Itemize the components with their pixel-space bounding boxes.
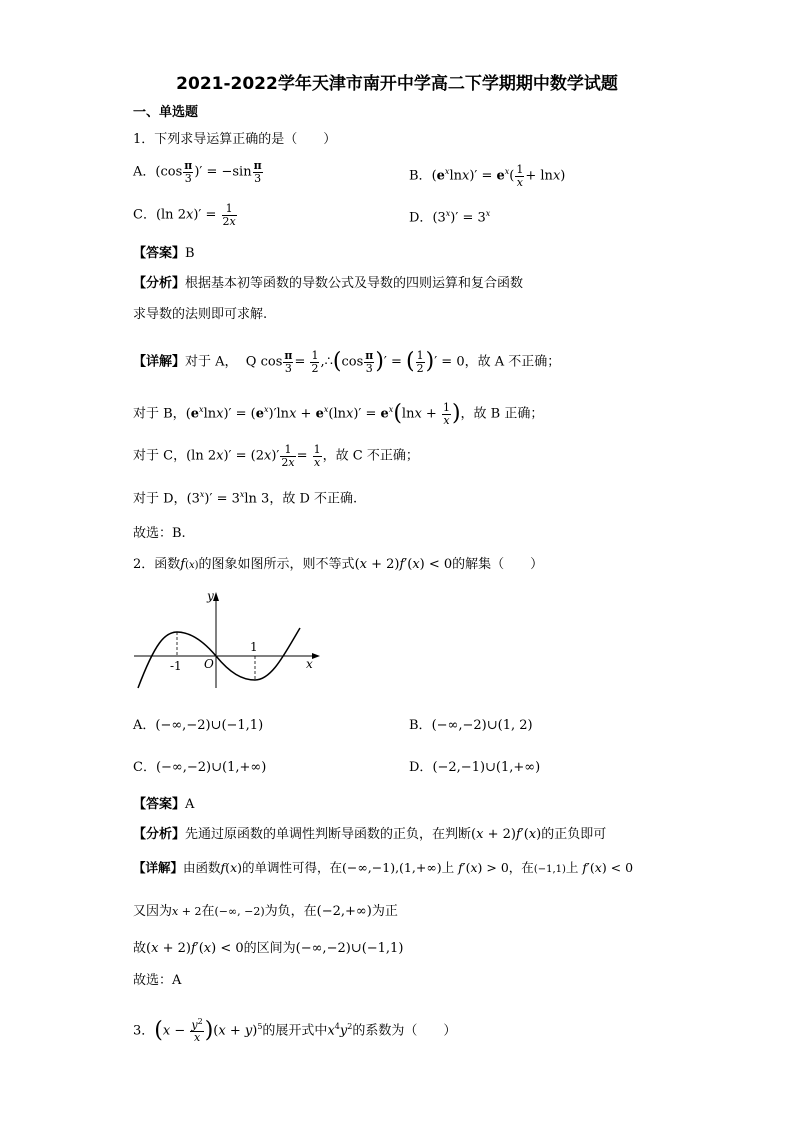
q3-stem: 3．(x − $\frac{y^2}{x}$ )$(x + y)^5$的展开式中$x^4y^2$的系数为（ ） (133, 1017, 457, 1045)
q2-choose: 故选：A (133, 973, 182, 988)
q1-answer (133, 247, 195, 260)
q1-detail-c: 对于 C，(ln 2x)′ = (2x)′ $\frac{1}{2x}$ = $\frac{1}{x}$ ，故 C 不正确； (133, 443, 419, 469)
function-curve (138, 628, 300, 688)
q2-stem: 2．函数f(x)的图象如图所示，则不等式(x + 2)f′(x) < 0的解集（ ） (133, 557, 544, 572)
q1-stem: 1．下列求导运算正确的是（ ） (133, 132, 337, 147)
q1-option-a: A．(cos $\frac{\pi}{3}$ )′ = −sin $\frac{\pi}{3}$ (133, 159, 262, 185)
q2-detail-line2: 又因为x + 2在(−∞, −2)为负，在(−2,+∞)为正 (133, 904, 398, 919)
q2-option-c: C．(−∞,−2)∪(1,+∞) (133, 760, 267, 775)
tick-label-1: 1 (250, 640, 258, 654)
x-label: x (306, 657, 313, 671)
q1-choose: 故选：B. (133, 526, 186, 541)
q2-analysis: 【分析】先通过原函数的单调性判断导函数的正负，在判断(x + 2)f′(x)的正负即可 (133, 827, 607, 842)
q2-answer: 【答案】A (133, 797, 195, 812)
q2-detail: 【详解】由函数f(x)的单调性可得，在(−∞,−1),(1,+∞)上 f′(x) > 0，在(−1,1)上 f′(x) < 0 (133, 860, 634, 875)
detail-tag: 【详解】 (133, 354, 186, 370)
q2-option-a: A．(−∞,−2)∪(−1,1) (133, 718, 264, 733)
answer-value: B (185, 246, 195, 261)
q1-detail-d: 对于 D，$(3^x)' = 3^x\ln$ 3，故 D 不正确. (133, 490, 358, 507)
function-graph (130, 588, 325, 693)
x-axis-arrow (312, 653, 320, 659)
q1-option-d: D．$(3^x)' = 3^x$ (409, 209, 491, 226)
y-label: y (207, 589, 214, 603)
q1-option-b: B．$(e^x\ln x)' = e^x$( $\frac{1}{x}$ + lnx) (409, 163, 566, 189)
tick-label-neg1: -1 (170, 659, 182, 673)
q1-analysis-line1: 【分析】根据基本初等函数的导数公式及导数的四则运算和复合函数 (133, 276, 524, 291)
q2-option-b: B．(−∞,−2)∪(1, 2) (409, 718, 533, 733)
q1-detail-b: 对于 B，$(e^x\ln x)' = (e^x)'\ln x + e^x(\ln x)' = e^x(\ln x$ + $\frac{1}{x}$ )，故 B 正确； (133, 401, 544, 427)
section-heading: 一、单选题 (133, 105, 199, 120)
option-label: A． (133, 164, 156, 180)
q1-detail-a: 【详解】对于 A， Q cos $\frac{\pi}{3}$ = $\frac{1}{2}$ ,∴(cos $\frac{\pi}{3}$ )′ = ( $\frac{1}{2}$ )′ = 0，故 A 不正确； (133, 349, 561, 375)
option-label: C． (133, 207, 156, 223)
q1-option-c: C．(ln 2x)′ = $\frac{1}{2x}$ (133, 202, 236, 228)
origin-label: O (204, 657, 214, 671)
q1-analysis-line2: 求导数的法则即可求解. (133, 307, 268, 322)
answer-tag: 【答案】 (133, 246, 186, 261)
q2-detail-line3: 故(x + 2)f′(x) < 0的区间为(−∞,−2)∪(−1,1) (133, 941, 404, 956)
option-label: D． (409, 210, 433, 226)
option-label: B． (409, 168, 432, 184)
y-axis-arrow (213, 592, 219, 601)
analysis-tag: 【分析】 (133, 276, 186, 291)
page-title: 2021-2022学年天津市南开中学高二下学期期中数学试题 (176, 74, 618, 94)
q2-option-d: D．(−2,−1)∪(1,+∞) (409, 760, 541, 775)
